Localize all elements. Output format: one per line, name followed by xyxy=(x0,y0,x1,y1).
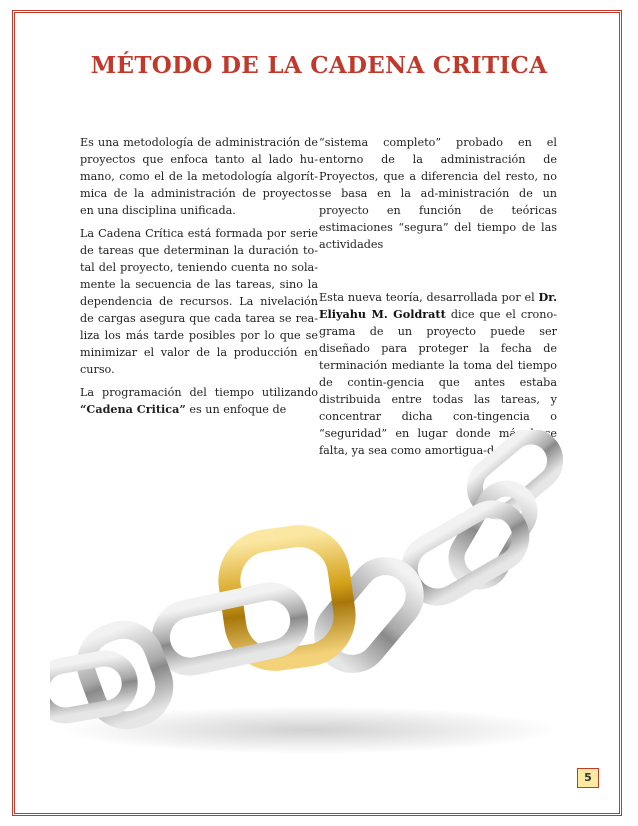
right-column xyxy=(319,134,557,465)
chain-illustration xyxy=(50,430,610,770)
left-paragraph-2: La Cadena Crítica está formada por serie de tareas que determinan la duración to-tal del proyecto, teniendo cuenta no sola-mente la secuencia de las tareas, sino la dependencia de recursos. La nivelación de cargas asegura que cada tarea se rea-liza los más tarde posibles por lo que se minimizar el valor de la producción en curso. xyxy=(80,227,318,376)
author-name: Dr. Eliyahu M. Goldratt xyxy=(319,290,557,321)
left-paragraph-1: Es una metodología de administración de proyectos que enfoca tanto al lado hu-mano, como el de la metodología algorít-mica de la administración de proyectos en una disciplina unificada. xyxy=(80,136,318,217)
page-number-badge: 5 xyxy=(577,768,599,788)
left-paragraph-3 xyxy=(80,384,318,418)
right-p2-end: dice que el crono-grama de un proyecto puede ser diseñado para proteger la fecha de terminación mediante la toma del tiempo de contin-gencia que antes estaba distribuida entre todas las tareas, y concentrar dicha con-tingencia o “seguridad” en lugar donde más hace falta, ya sea como amortigua-dor xyxy=(319,308,557,457)
right-p2-start: Esta nueva teoría, desarrollada por el xyxy=(319,291,539,304)
left-p3-start: La programación del tiempo utilizando xyxy=(80,386,318,399)
left-column xyxy=(80,134,318,424)
left-p3-end: es un enfoque de xyxy=(185,403,287,416)
right-paragraph-1: “sistema completo” probado en el entorno de la administración de Proyectos, que a diferencia del resto, no se basa en la ad-ministración de un proyecto en función de teóricas estimaciones “segura” del tiempo de las actividades xyxy=(319,136,557,251)
page-title: MÉTODO DE LA CADENA CRITICA xyxy=(90,52,548,79)
cadena-critica-bold: “Cadena Critica” xyxy=(80,402,186,416)
